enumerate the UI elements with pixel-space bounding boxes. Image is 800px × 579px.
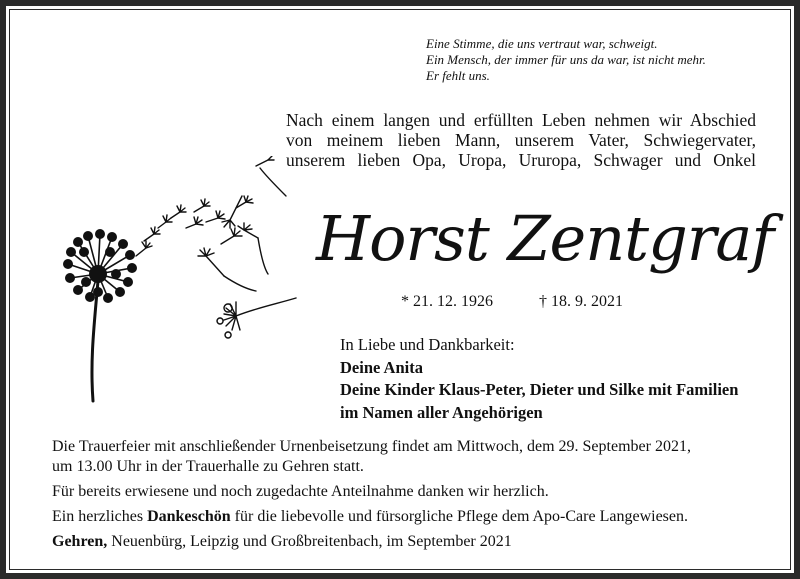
poem-line: Eine Stimme, die uns vertraut war, schweigt. — [426, 36, 658, 51]
intro-text — [286, 110, 756, 170]
place-date-text — [52, 532, 767, 552]
poem-line: Er fehlt uns. — [426, 68, 490, 83]
care-pre: Ein herzliches — [52, 508, 148, 525]
care-bold: Dankeschön — [147, 508, 231, 525]
deceased-name-text: Horst Zentgraf — [316, 202, 774, 275]
intro-line: unserem lieben Opa, Uropa, Ururopa, Schwager und Onkel — [286, 150, 756, 170]
ceremony-line: Die Trauerfeier mit anschließender Urnenbeisetzung findet am Mittwoch, dem 29. September 2021, — [52, 438, 691, 455]
death-date: † 18. 9. 2021 — [539, 293, 623, 310]
life-dates — [401, 293, 623, 311]
signers-block — [340, 334, 738, 424]
intro-line: Nach einem langen und erfüllten Leben nehmen wir Abschied — [286, 110, 756, 130]
signer-line: Deine Kinder Klaus-Peter, Dieter und Silke mit Familien — [340, 380, 739, 399]
poem-quote — [426, 36, 706, 84]
poem-line: Ein Mensch, der immer für uns da war, ist nicht mehr. — [426, 52, 706, 67]
intro-line: von meinem lieben Mann, unserem Vater, Schwiegervater, — [286, 130, 756, 150]
care-post: für die liebevolle und fürsorgliche Pflege dem Apo-Care Langewiesen. — [230, 508, 688, 525]
birth-date: * 21. 12. 1926 — [401, 293, 493, 310]
dandelion-icon — [46, 156, 306, 406]
signer-line: Deine Anita — [340, 357, 423, 377]
place-bold: Gehren, — [52, 533, 108, 550]
signer-line: im Namen aller Angehörigen — [340, 402, 543, 422]
deceased-name — [306, 188, 786, 288]
ceremony-text — [52, 437, 767, 477]
info-block — [52, 437, 767, 557]
ceremony-line: um 13.00 Uhr in der Trauerhalle zu Gehren statt. — [52, 458, 364, 475]
place-rest: Neuenbürg, Leipzig und Großbreitenbach, im September 2021 — [107, 533, 512, 550]
thanks-text: Für bereits erwiesene und noch zugedachte Anteilnahme danken wir herzlich. — [52, 483, 549, 500]
signers-intro: In Liebe und Dankbarkeit: — [340, 335, 515, 354]
care-thanks-text — [52, 507, 767, 527]
